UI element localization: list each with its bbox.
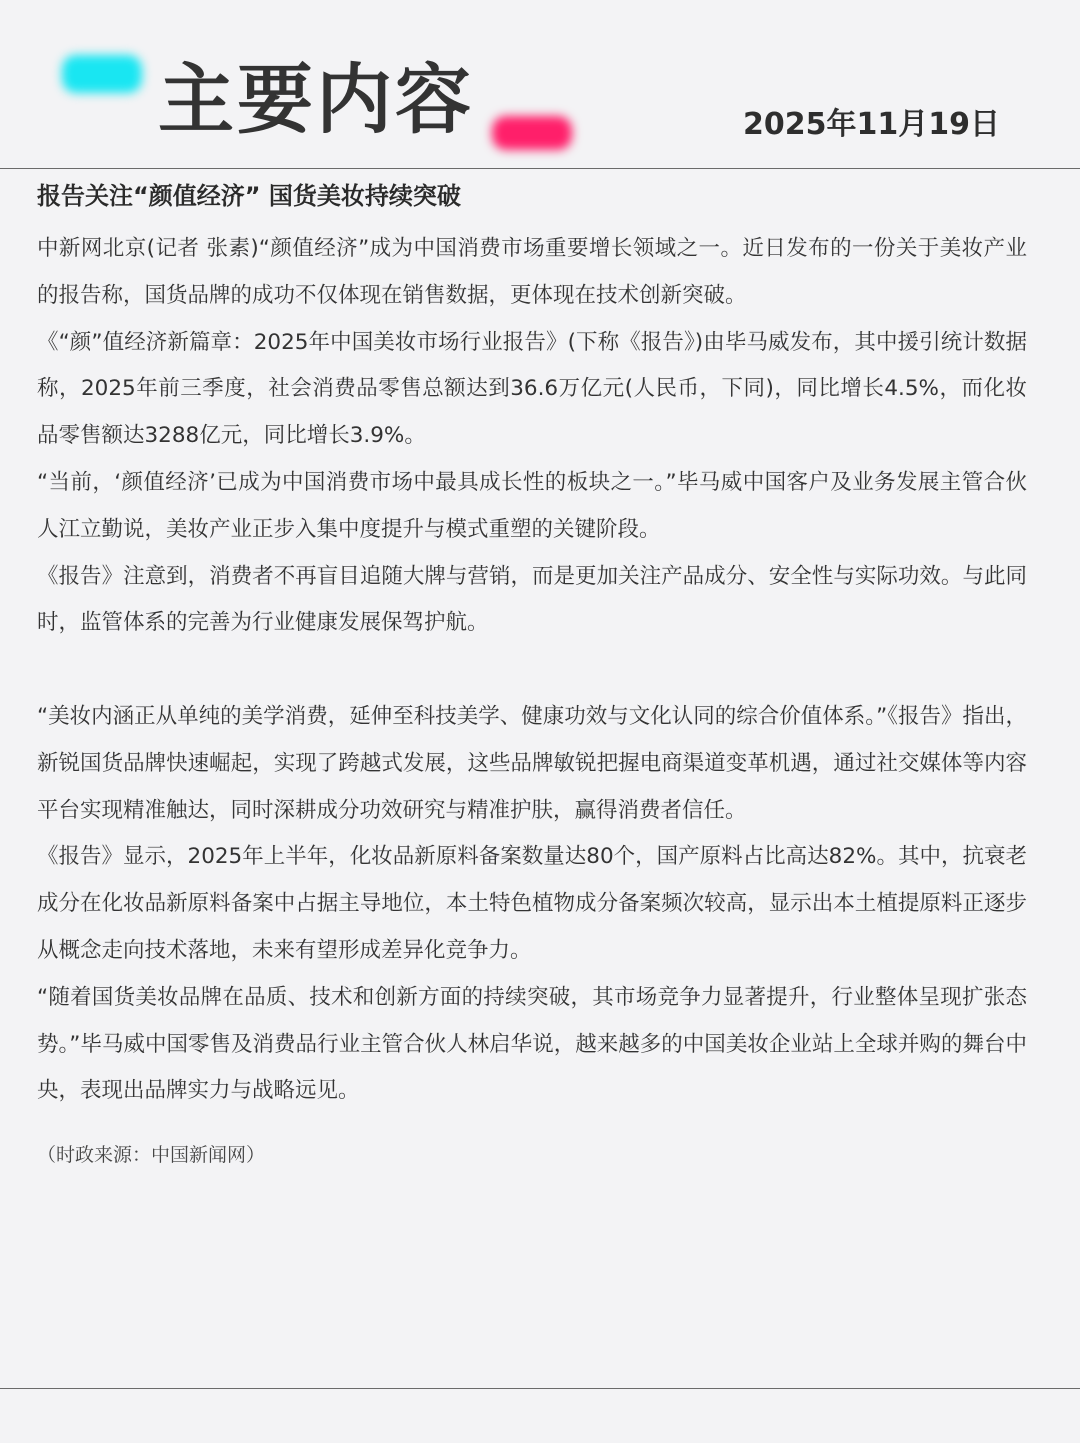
article-paragraph: “随着国货美妆品牌在品质、技术和创新方面的持续突破，其市场竞争力显著提升，行业整体呈现扩张态势。”毕马威中国零售及消费品行业主管合伙人林启华说，越来越多的中国美妆企业站上全球并购的舞台中央，表现出品牌实力与战略远见。 xyxy=(37,984,1027,1104)
article-body xyxy=(37,178,1027,1169)
pink-accent-decoration xyxy=(492,116,572,150)
article-headline: 报告关注“颜值经济” 国货美妆持续突破 xyxy=(37,182,461,210)
cyan-accent-decoration xyxy=(62,55,142,93)
footer-divider xyxy=(0,1388,1080,1389)
article-paragraph: 中新网北京(记者 张素)“颜值经济”成为中国消费市场重要增长领域之一。近日发布的一份关于美妆产业的报告称，国货品牌的成功不仅体现在销售数据，更体现在技术创新突破。 xyxy=(37,236,1027,308)
page-date: 2025年11月19日 xyxy=(743,107,1000,142)
article-paragraph: “当前，‘颜值经济’已成为中国消费市场中最具成长性的板块之一。”毕马威中国客户及业务发展主管合伙人江立勤说，美妆产业正步入集中度提升与模式重塑的关键阶段。 xyxy=(37,469,1027,542)
article-paragraph: 《“颜”值经济新篇章：2025年中国美妆市场行业报告》(下称《报告》)由毕马威发布，其中援引统计数据称，2025年前三季度，社会消费品零售总额达到36.6万亿元(人民币，下同)，同比增长4.5%，而化妆品零售额达3288亿元，同比增长3.9%。 xyxy=(37,329,1027,449)
page-title: 主要内容 xyxy=(158,55,474,144)
article-paragraph: 《报告》显示，2025年上半年，化妆品新原料备案数量达80个，国产原料占比高达82%。其中，抗衰老成分在化妆品新原料备案中占据主导地位，本土特色植物成分备案频次较高，显示出本土植提原料正逐步从概念走向技术落地，未来有望形成差异化竞争力。 xyxy=(37,844,1027,963)
article-paragraph: 《报告》注意到，消费者不再盲目追随大牌与营销，而是更加关注产品成分、安全性与实际功效。与此同时，监管体系的完善为行业健康发展保驾护航。 xyxy=(37,563,1027,636)
source-credit: （时政来源：中国新闻网） xyxy=(37,1144,266,1167)
article-paragraph: “美妆内涵正从单纯的美学消费，延伸至科技美学、健康功效与文化认同的综合价值体系。”《报告》指出，新锐国货品牌快速崛起，实现了跨越式发展，这些品牌敏锐把握电商渠道变革机遇，通过社交媒体等内容平台实现精准触达，同时深耕成分功效研究与精准护肤，赢得消费者信任。 xyxy=(37,703,1027,823)
paragraph-gap xyxy=(37,647,1027,694)
header-divider xyxy=(0,168,1080,169)
page-header xyxy=(0,0,1080,168)
